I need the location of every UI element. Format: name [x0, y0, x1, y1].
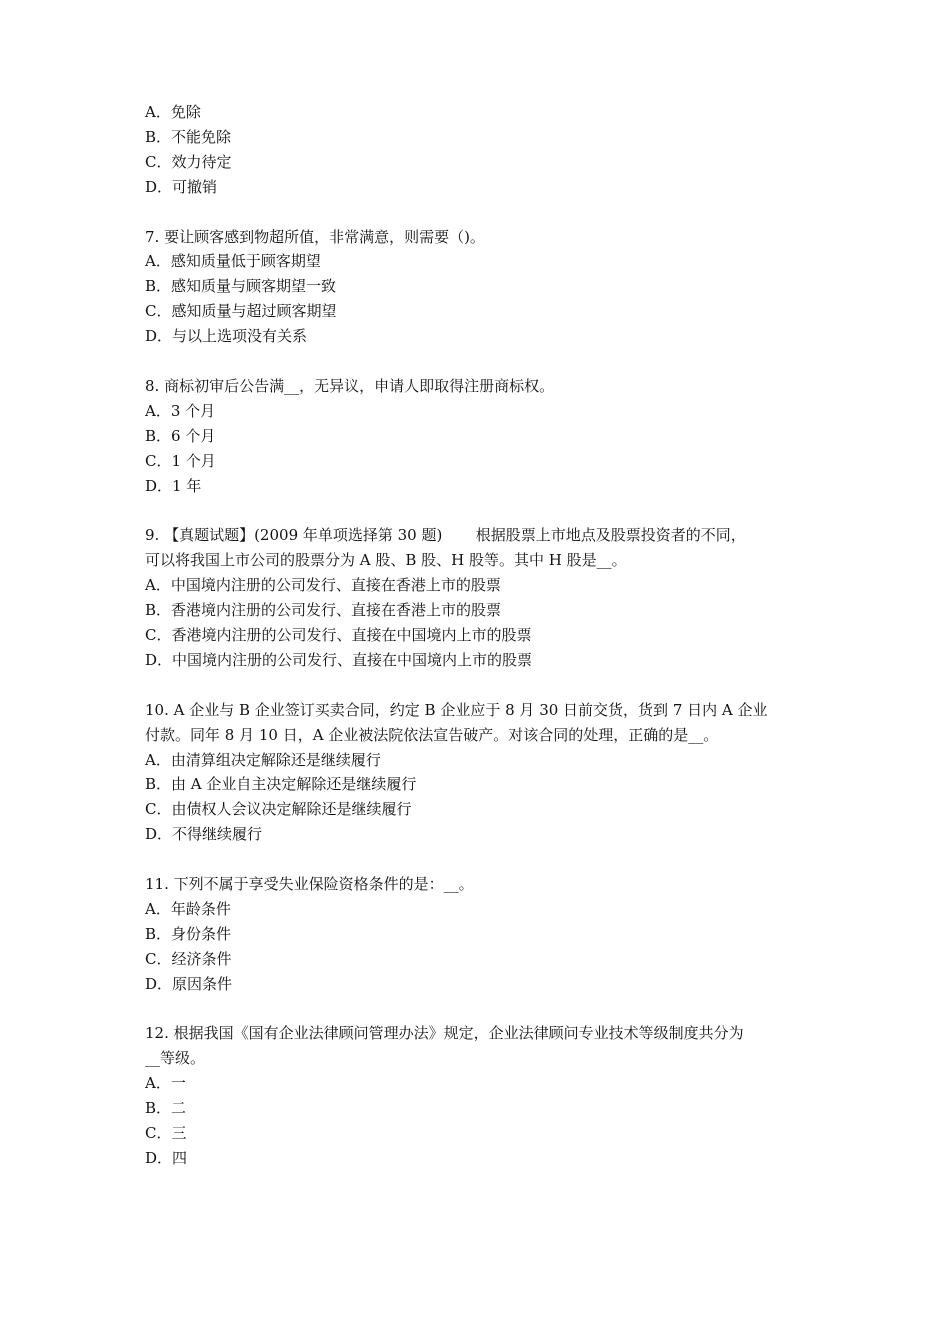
question-text-line-1: 9. 【真题试题】(2009 年单项选择第 30 题) 根据股票上市地点及股票投资者的不同，	[145, 526, 746, 545]
option-a: A．中国境内注册的公司发行、直接在香港上市的股票	[145, 576, 501, 595]
option-d: D．中国境内注册的公司发行、直接在中国境内上市的股票	[145, 650, 533, 669]
option-d: D．与以上选项没有关系	[145, 327, 308, 346]
option-a: A．由清算组决定解除还是继续履行	[145, 750, 381, 769]
question-text: 11. 下列不属于享受失业保险资格条件的是：__。	[145, 875, 474, 894]
option-b: B．香港境内注册的公司发行、直接在香港上市的股票	[145, 601, 502, 620]
question-text-line-2: 可以将我国上市公司的股票分为 A 股、B 股、H 股等。其中 H 股是__。	[145, 551, 627, 570]
question-text-line-2: __等级。	[145, 1049, 206, 1068]
question-text-line-1: 10. A 企业与 B 企业签订买卖合同，约定 B 企业应于 8 月 30 日前交货，货到 7 日内 A 企业	[145, 700, 768, 719]
spacer	[145, 997, 815, 1022]
option-b: B．感知质量与顾客期望一致	[145, 277, 337, 296]
top-options	[145, 100, 815, 200]
question-text-line-2: 付款。同年 8 月 10 日，A 企业被法院依法宣告破产。对该合同的处理，正确的是__。	[145, 725, 719, 744]
option-a: A．3 个月	[145, 401, 216, 420]
option-a: A．一	[145, 1074, 186, 1093]
question-9	[145, 523, 815, 672]
option-b: B．二	[145, 1099, 187, 1118]
option-b: B．身份条件	[145, 924, 232, 943]
spacer	[145, 673, 815, 698]
option-b: B．由 A 企业自主决定解除还是继续履行	[145, 775, 417, 794]
option-c: C．感知质量与超过顾客期望	[145, 302, 337, 321]
question-11	[145, 872, 815, 997]
question-10	[145, 698, 815, 847]
option-c: C．香港境内注册的公司发行、直接在中国境内上市的股票	[145, 625, 532, 644]
option-d: D．1 年	[145, 476, 202, 495]
spacer	[145, 847, 815, 872]
option-c: C．三	[145, 1124, 187, 1143]
question-text-line-1: 12. 根据我国《国有企业法律顾问管理办法》规定，企业法律顾问专业技术等级制度共分为	[145, 1024, 744, 1043]
option-b: B．6 个月	[145, 426, 216, 445]
question-7	[145, 225, 815, 350]
option-a: A．年龄条件	[145, 899, 231, 918]
option-d: D．可撤销	[145, 177, 218, 196]
option-b: B．不能免除	[145, 127, 232, 146]
option-c: C．经济条件	[145, 949, 232, 968]
question-text: 7. 要让顾客感到物超所值，非常满意，则需要（)。	[145, 227, 485, 246]
question-text: 8. 商标初审后公告满__，无异议，申请人即取得注册商标权。	[145, 376, 555, 395]
option-d: D．不得继续履行	[145, 825, 263, 844]
option-a: A．感知质量低于顾客期望	[145, 252, 321, 271]
option-c: C．由债权人会议决定解除还是继续履行	[145, 800, 412, 819]
document-page	[145, 100, 815, 1171]
option-c: C．效力待定	[145, 152, 232, 171]
option-d: D．四	[145, 1148, 188, 1167]
spacer	[145, 349, 815, 374]
spacer	[145, 498, 815, 523]
question-12	[145, 1021, 815, 1170]
option-c: C．1 个月	[145, 451, 216, 470]
spacer	[145, 200, 815, 225]
option-a: A．免除	[145, 103, 201, 121]
question-8	[145, 374, 815, 499]
option-d: D．原因条件	[145, 974, 233, 993]
